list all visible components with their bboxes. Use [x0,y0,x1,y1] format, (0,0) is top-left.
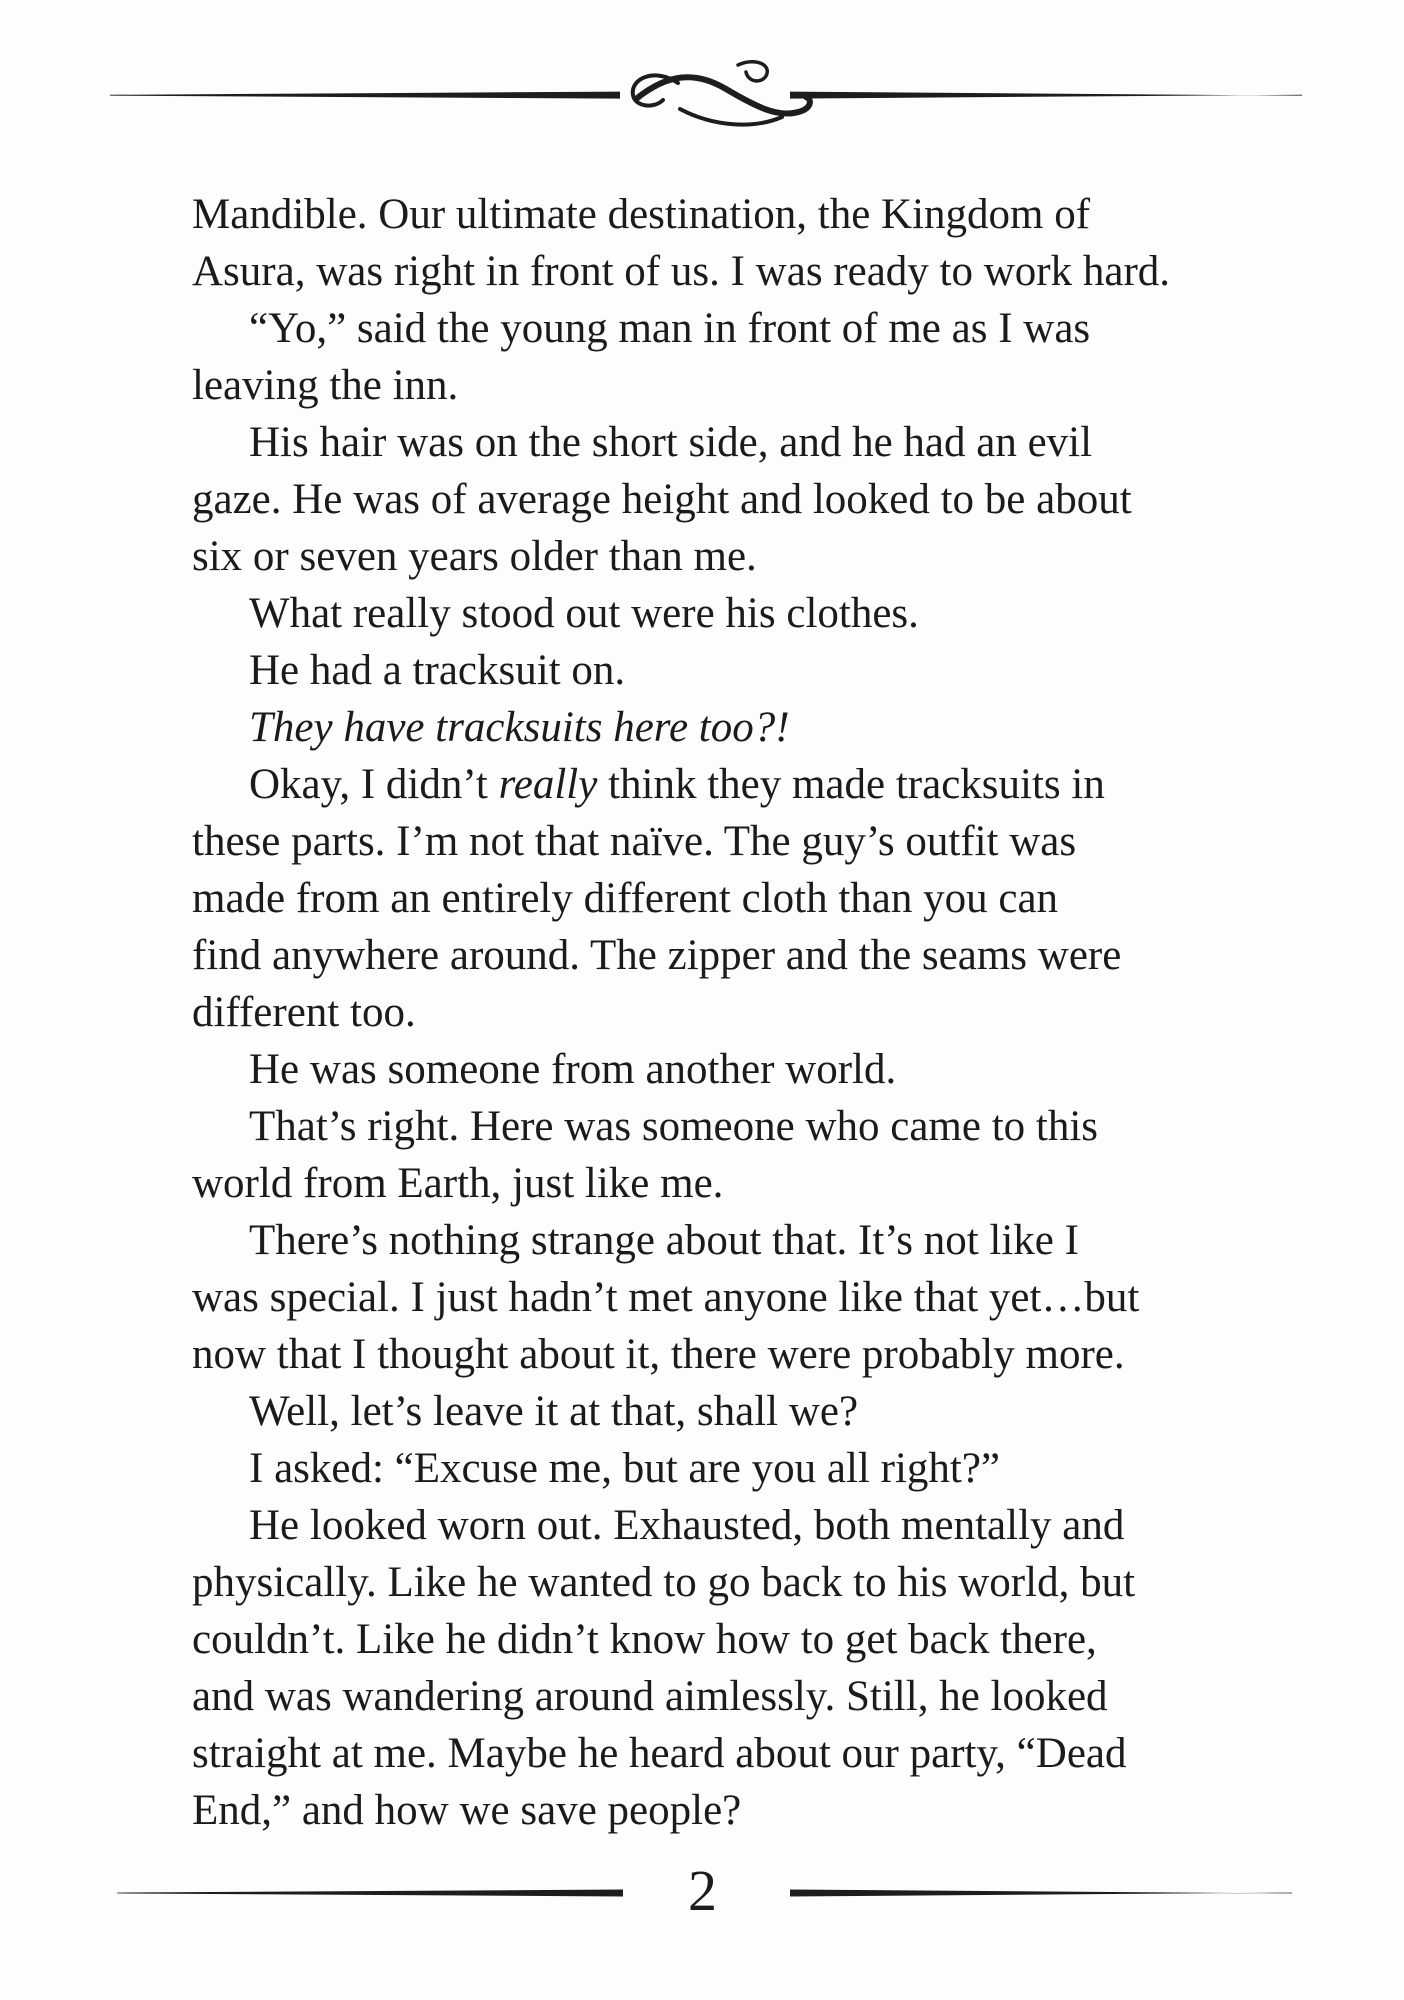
text-line [192,1611,1202,1668]
text-line [192,642,1202,699]
text-line [192,414,1202,471]
text-segment: I asked: “Excuse me, but are you all right?” [249,1445,1001,1492]
flourish-divider-icon [90,55,1315,145]
text-segment: straight at me. Maybe he heard about our party, “Dead [192,1730,1127,1777]
top-rule-left [110,92,620,99]
text-segment: was special. I just hadn’t met anyone like that yet…but [192,1274,1140,1321]
text-line [192,927,1202,984]
text-segment: think they made tracksuits in [597,761,1105,808]
text-segment-italic: really [498,761,598,808]
text-line [192,243,1202,300]
text-line [192,1554,1202,1611]
top-rule-right [790,92,1302,99]
calligraphy-swirl-icon [633,62,810,125]
text-segment: made from an entirely different cloth than you can [192,875,1059,922]
text-segment: What really stood out were his clothes. [249,590,919,637]
text-segment: couldn’t. Like he didn’t know how to get back there, [192,1616,1097,1663]
text-segment: six or seven years older than me. [192,533,757,580]
footer [90,1858,1315,1938]
text-line [192,756,1202,813]
text-segment: Asura, was right in front of us. I was ready to work hard. [192,248,1171,295]
text-segment: and was wandering around aimlessly. Still, he looked [192,1673,1108,1720]
text-line [192,471,1202,528]
text-line [192,186,1202,243]
text-line [192,1383,1202,1440]
text-line [192,1041,1202,1098]
text-line [192,813,1202,870]
text-segment: now that I thought about it, there were probably more. [192,1331,1125,1378]
text-segment: He looked worn out. Exhausted, both mentally and [249,1502,1125,1549]
text-segment: Okay, I didn’t [249,761,499,808]
text-line [192,585,1202,642]
text-line [192,1668,1202,1725]
text-line [192,1212,1202,1269]
text-segment: Mandible. Our ultimate destination, the Kingdom of [192,191,1091,238]
text-segment: find anywhere around. The zipper and the seams were [192,932,1122,979]
text-segment: End,” and how we save people? [192,1787,742,1834]
text-segment: That’s right. Here was someone who came to this [249,1103,1099,1150]
text-line [192,357,1202,414]
text-segment: physically. Like he wanted to go back to his world, but [192,1559,1136,1606]
text-line [192,1269,1202,1326]
text-line [192,1725,1202,1782]
text-segment: these parts. I’m not that naïve. The guy’s outfit was [192,818,1077,865]
text-line [192,1155,1202,1212]
text-line [192,1782,1202,1839]
text-segment: He was someone from another world. [249,1046,897,1093]
text-line [192,300,1202,357]
text-line [192,1326,1202,1383]
text-line [192,1098,1202,1155]
text-line [192,984,1202,1041]
text-segment: “Yo,” said the young man in front of me as I was [249,305,1091,352]
text-segment-italic: They have tracksuits here too?! [249,704,790,751]
text-segment: gaze. He was of average height and looked to be about [192,476,1132,523]
text-segment: leaving the inn. [192,362,459,409]
text-segment: world from Earth, just like me. [192,1160,724,1207]
text-segment: He had a tracksuit on. [249,647,626,694]
text-block [192,186,1202,1839]
text-line [192,528,1202,585]
page-number: 2 [688,1858,717,1923]
text-line [192,1440,1202,1497]
text-segment: His hair was on the short side, and he had an evil [249,419,1093,466]
text-line [192,870,1202,927]
text-segment: different too. [192,989,416,1036]
top-divider [90,55,1315,145]
text-segment: Well, let’s leave it at that, shall we? [249,1388,859,1435]
text-segment: There’s nothing strange about that. It’s not like I [249,1217,1079,1264]
text-line [192,1497,1202,1554]
text-line [192,699,1202,756]
